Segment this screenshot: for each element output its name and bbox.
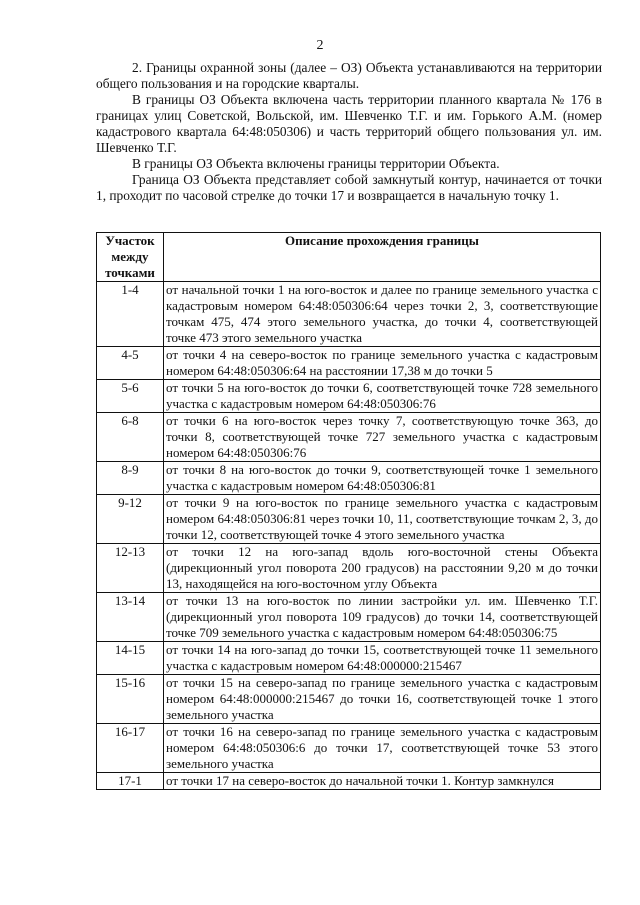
description-cell: от точки 15 на северо-запад по границе земельного участка с кадастровым номером 64:48:000000:215467 до точки 16, соответствующей точке 1 этого земельного участка [164,675,601,724]
table-row [97,282,601,347]
header-segment: Участок между точками [97,233,164,282]
table-header-row [97,233,601,282]
page-number: 2 [316,38,324,53]
segment-cell: 1-4 [97,282,164,347]
description-cell: от точки 4 на северо-восток по границе земельного участка с кадастровым номером 64:48:050306:64 на расстоянии 17,38 м до точки 5 [164,347,601,380]
header-description: Описание прохождения границы [164,233,601,282]
table-row [97,544,601,593]
description-cell: от начальной точки 1 на юго-восток и далее по границе земельного участка с кадастровым номером 64:48:050306:64 через точки 2, 3, соответствующие точкам 475, 474 этого земельного участка, до точки 4, соответствующей точке 473 этого земельного участка [164,282,601,347]
table-row [97,642,601,675]
segment-cell: 9-12 [97,495,164,544]
segment-cell: 4-5 [97,347,164,380]
description-cell: от точки 16 на северо-запад по границе земельного участка с кадастровым номером 64:48:050306:6 до точки 17, соответствующей точке 53 этого земельного участка [164,724,601,773]
table-row [97,380,601,413]
table-row [97,773,601,790]
description-cell: от точки 6 на юго-восток через точку 7, соответствующую точке 363, до точки 8, соответствующей точке 727 земельного участка с кадастровым номером 64:48:050306:76 [164,413,601,462]
paragraph: В границы ОЗ Объекта включена часть территории планного квартала № 176 в границах улиц Советской, Вольской, им. Шевченко Т.Г. и им. Горького А.М. (номер кадастрового квартала 64:48:050306) и часть территорий общего пользования ул. им. Шевченко Т.Г. [96,92,602,155]
segment-cell: 5-6 [97,380,164,413]
description-cell: от точки 5 на юго-восток до точки 6, соответствующей точке 728 земельного участка с кадастровым номером 64:48:050306:76 [164,380,601,413]
description-cell: от точки 12 на юго-запад вдоль юго-восточной стены Объекта (дирекционный угол поворота 200 градусов) на расстоянии 9,20 м до точки 13, находящейся на юго-восточном углу Объекта [164,544,601,593]
segment-cell: 14-15 [97,642,164,675]
table-row [97,495,601,544]
segment-cell: 6-8 [97,413,164,462]
table-row [97,724,601,773]
segment-cell: 17-1 [97,773,164,790]
segment-cell: 16-17 [97,724,164,773]
table-row [97,347,601,380]
paragraph: 2. Границы охранной зоны (далее – ОЗ) Объекта устанавливаются на территории общего пользования и на городские кварталы. [96,60,602,91]
boundary-table [96,232,601,790]
description-cell: от точки 13 на юго-восток по линии застройки ул. им. Шевченко Т.Г. (дирекционный угол поворота 109 градусов) до точки 14, соответствующей точке 709 земельного участка с кадастровым номером 64:48:050306:75 [164,593,601,642]
description-cell: от точки 17 на северо-восток до начальной точки 1. Контур замкнулся [164,773,601,790]
paragraph: Граница ОЗ Объекта представляет собой замкнутый контур, начинается от точки 1, проходит по часовой стрелке до точки 17 и возвращается в начальную точку 1. [96,172,602,203]
segment-cell: 8-9 [97,462,164,495]
table-row [97,675,601,724]
table-row [97,593,601,642]
paragraph: В границы ОЗ Объекта включены границы территории Объекта. [132,156,500,171]
segment-cell: 15-16 [97,675,164,724]
segment-cell: 12-13 [97,544,164,593]
segment-cell: 13-14 [97,593,164,642]
description-cell: от точки 14 на юго-запад до точки 15, соответствующей точке 11 земельного участка с кадастровым номером 64:48:000000:215467 [164,642,601,675]
body-text [96,60,602,204]
table-row [97,413,601,462]
description-cell: от точки 9 на юго-восток по границе земельного участка с кадастровым номером 64:48:050306:81 через точки 10, 11, соответствующие точкам 2, 3, до точки 12, соответствующей точке 4 этого земельного участка [164,495,601,544]
description-cell: от точки 8 на юго-восток до точки 9, соответствующей точке 1 земельного участка с кадастровым номером 64:48:050306:81 [164,462,601,495]
table-body [97,282,601,790]
table-row [97,462,601,495]
